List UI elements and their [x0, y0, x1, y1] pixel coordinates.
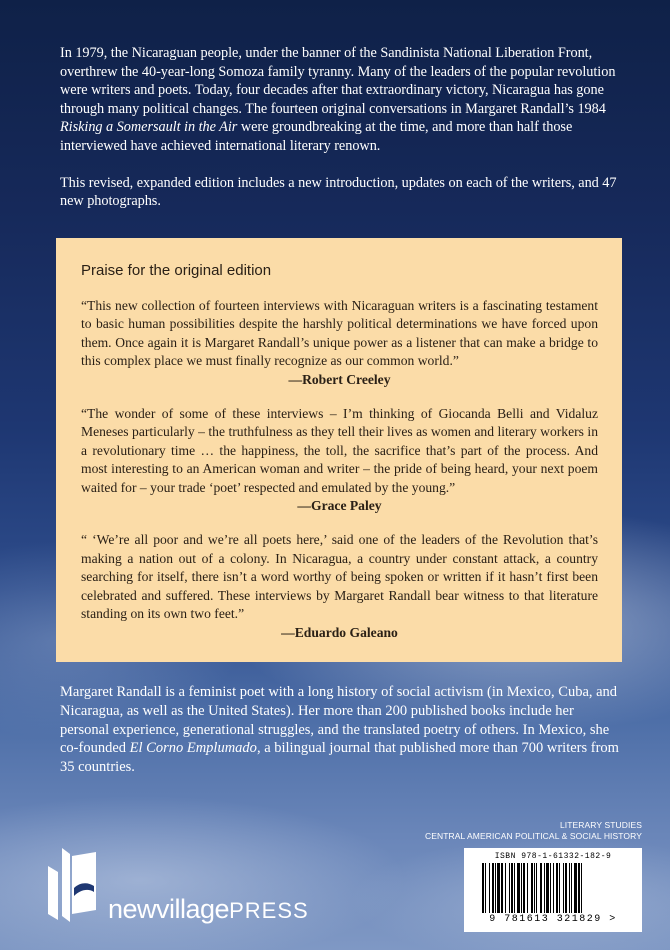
publisher-mark-icon	[44, 848, 104, 928]
barcode-bar	[534, 863, 535, 913]
barcode-bar	[509, 863, 510, 913]
quote-author: —Eduardo Galeano	[281, 624, 398, 640]
barcode-bar	[550, 863, 551, 913]
barcode-bar	[492, 863, 494, 913]
barcode-bar	[521, 863, 522, 913]
barcode-bar	[514, 863, 515, 913]
journal-title: El Corno Emplumado	[129, 740, 257, 757]
quote-paley	[81, 405, 598, 515]
barcode-bar	[581, 863, 582, 913]
barcode-bar	[482, 863, 484, 913]
barcode-digits: 9 781613 321829 >	[489, 914, 617, 925]
barcode-bar	[501, 863, 503, 913]
barcode-bar	[556, 863, 558, 913]
barcode-bar	[531, 863, 533, 913]
quote-text: “This new collection of fourteen interviews with Nicaraguan writers is a fascinating testament to basic human possibilities despite the harshly political determinations we have forced upon them. Once again it is Margaret Randall’s unique power as a listener that can make a bridge to this complex place we must finally recognize as our common world.”	[81, 298, 598, 369]
category-line-1: LITERARY STUDIES	[559, 820, 642, 830]
isbn-number: ISBN 978-1-61332-182-9	[494, 852, 612, 861]
category-label	[425, 820, 642, 842]
barcode-bar	[540, 863, 542, 913]
quote-creeley	[81, 297, 598, 389]
intro-text	[60, 44, 620, 229]
book-title: Risking a Somersault in the Air	[60, 119, 238, 136]
barcode-bar	[495, 863, 496, 913]
barcode-bars	[478, 863, 628, 913]
intro-paragraph-2: This revised, expanded edition includes a new introduction, updates on each of the writers, and 47 new photographs.	[60, 174, 617, 210]
barcode-bar	[511, 863, 513, 913]
barcode-bar	[571, 863, 572, 913]
barcode-bar	[485, 863, 486, 913]
publisher-name-main: newvillage	[108, 894, 230, 924]
publisher-logo	[44, 848, 364, 928]
barcode-bar	[489, 863, 490, 913]
barcode-bar	[563, 863, 564, 913]
publisher-name	[108, 894, 309, 925]
quote-author: —Robert Creeley	[288, 371, 391, 387]
quote-text: “ ‘We’re all poor and we’re all poets here,’ said one of the leaders of the Revolution that’s making a nation out of a colony. In Nicaragua, a country under constant attack, a country searching for itself, there isn’t a word worthy of being spoken or written if it hasn’t first been celebrated and suffered. These interviews by Margaret Randall bear witness to that literature standing on its own two feet.”	[81, 532, 598, 622]
isbn-barcode	[464, 848, 642, 932]
publisher-name-press: PRESS	[229, 898, 309, 923]
category-line-2: CENTRAL AMERICAN POLITICAL & SOCIAL HISTORY	[424, 831, 642, 841]
intro-paragraph-1: In 1979, the Nicaraguan people, under the banner of the Sandinista National Liberation Front, overthrew the 40-year-long Somoza family tyranny. Many of the leaders of the popular revolution were writers and poets. Today, four decades after that extraordinary victory, Nicaragua has gone through many political changes. The fourteen original conversations in Margaret Randall’s 1984 Risking a Somersault in the Air were groundbreaking at the time, and more than half those interviewed have achieved international literary renown.	[60, 45, 616, 154]
barcode-bar	[497, 863, 500, 913]
barcode-bar	[578, 863, 580, 913]
praise-box	[56, 238, 622, 662]
author-bio: Margaret Randall is a feminist poet with a long history of social activism (in Mexico, Cuba, and Nicaragua, as well as the United States). Her more than 200 published books include her personal experience, generational struggles, and the translated poetry of others. In Mexico, she co-founded El Corno Emplumado, a bilingual journal that published more than 700 writers from 35 countries.	[60, 684, 619, 776]
barcode-bar	[565, 863, 567, 913]
quote-text: “The wonder of some of these interviews – I’m thinking of Giocanda Belli and Vidaluz Meneses particularly – the truthfulness as they tell their lives as women and literary workers in a revolutionary time … the happiness, the toll, the sacrifice that’s part of the process. And most interesting to an American woman and writer – the pride of being heard, your next poem waited for – your trade ‘poet’ respected and emulated by the young.”	[81, 406, 598, 495]
barcode-bar	[527, 863, 528, 913]
quote-galeano	[81, 531, 598, 641]
barcode-bar	[523, 863, 525, 913]
barcode-bar	[505, 863, 506, 913]
barcode-bar	[544, 863, 545, 913]
barcode-bar	[574, 863, 577, 913]
praise-heading: Praise for the original edition	[81, 262, 272, 279]
quote-author: —Grace Paley	[297, 498, 382, 514]
barcode-bar	[553, 863, 554, 913]
barcode-bar	[546, 863, 549, 913]
barcode-bar	[517, 863, 520, 913]
barcode-bar	[536, 863, 537, 913]
barcode-bar	[569, 863, 570, 913]
barcode-bar	[559, 863, 560, 913]
